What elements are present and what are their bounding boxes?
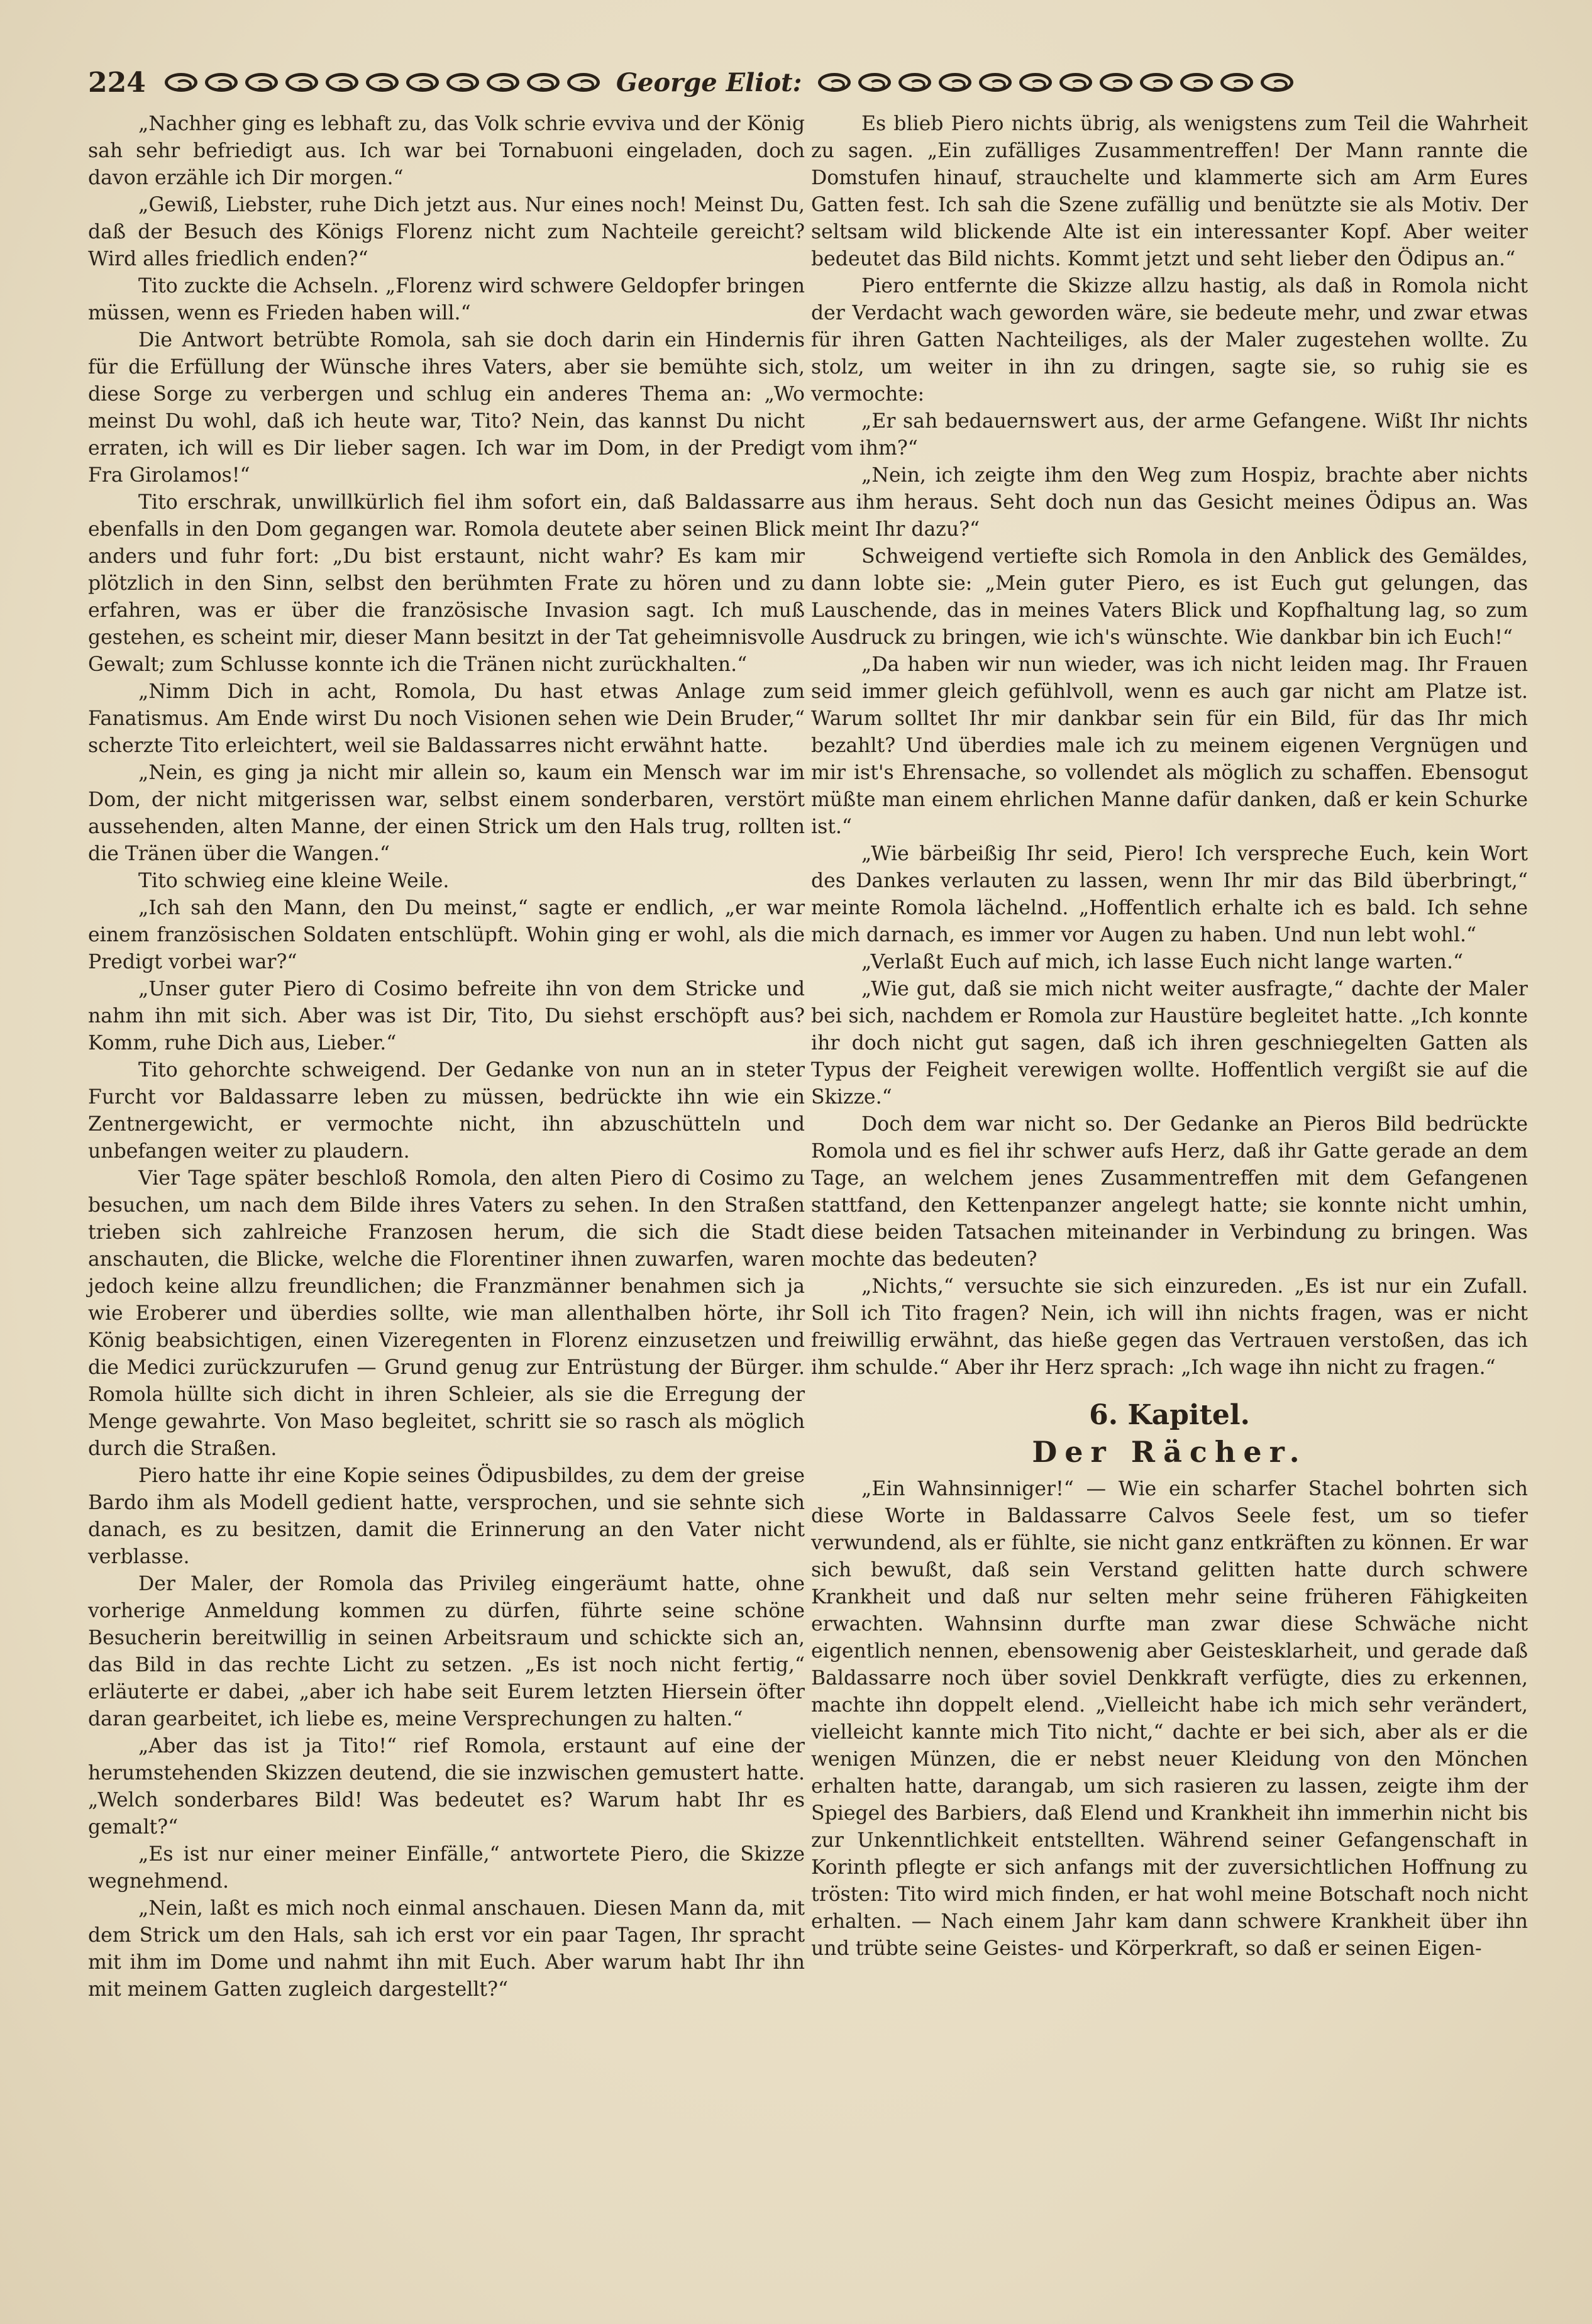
ornament-icon (858, 73, 891, 92)
paragraph: „Nein, laßt es mich noch einmal anschauen. Diesen Mann da, mit dem Strick um den Hals, sah ich erst vor ein paar Tagen, Ihr spracht mit ihm im Dome und nahmt ihn mit Euch. Aber warum habt Ihr ihn mit meinem Gatten zugleich dargestellt?“ (88, 1897, 805, 2001)
paragraph: Tito gehorchte schweigend. Der Gedanke von nun an in steter Furcht vor Baldassarre leben zu müssen, bedrückte ihn wie ein Zentnergewicht, er vermochte nicht, ihn abzuschütteln und unbefangen weiter zu plaudern. (88, 1059, 805, 1163)
page-header (88, 60, 1528, 104)
ornament-icon (326, 73, 358, 92)
paragraph: „Es ist nur einer meiner Einfälle,“ antwortete Piero, die Skizze wegnehmend. (88, 1843, 805, 1893)
header-ornament-right (818, 73, 1293, 92)
ornament-icon (1140, 73, 1173, 92)
ornament-icon (1220, 73, 1253, 92)
paragraph: „Nachher ging es lebhaft zu, das Volk schrie evviva und der König sah sehr befriedigt aus. Ich war bei Tornabuoni eingeladen, doch davon erzähle ich Dir morgen.“ (88, 113, 805, 189)
paragraph: „Wie gut, daß sie mich nicht weiter ausfragte,“ dachte der Maler bei sich, nachdem er Romola zur Haustüre begleitet hatte. „Ich konnte ihr doch nicht gut sagen, daß ich ihren geschniegelten Gatten als Typus der Feigheit verewigen wollte. Hoffentlich vergißt sie auf die Skizze.“ (811, 978, 1528, 1109)
header-ornament-left (165, 73, 600, 92)
running-title: George Eliot: (616, 67, 802, 97)
paragraph: Piero entfernte die Skizze allzu hastig, als daß in Romola nicht der Verdacht wach geworden wäre, sie bedeute mehr, und zwar etwas für ihren Gatten Nachteiliges, als der Maler zugestehen wollte. Zu stolz, um weiter in ihn zu dringen, sagte sie, so ruhig sie es vermochte: (811, 275, 1528, 406)
paragraph: „Nimm Dich in acht, Romola, Du hast etwas Anlage zum Fanatismus. Am Ende wirst Du noch Visionen sehen wie Dein Bruder,“ scherzte Tito erleichtert, weil sie Baldassarres nicht erwähnt hatte. (88, 680, 805, 757)
paragraph: „Ein Wahnsinniger!“ — Wie ein scharfer Stachel bohrten sich diese Worte in Baldassarre Calvos Seele fest, um so tiefer verwundend, als er fühlte, sie nicht ganz entkräften zu können. Er war sich bewußt, daß sein Verstand gelitten hatte durch schwere Krankheit und daß nur selten mehr seine früheren Fähigkeiten erwachten. Wahnsinn durfte man zwar diese Schwäche nicht eigentlich nennen, ebensowenig aber Geistesklarheit, und gerade daß Baldassarre noch über soviel Denkkraft verfügte, dies zu erkennen, machte ihn doppelt elend. „Vielleicht habe ich mich sehr verändert, vielleicht kannte mich Tito nicht,“ dachte er bei sich, aber als er die wenigen Münzen, die er nebst neuer Kleidung von den Mönchen erhalten hatte, darangab, um sich rasieren zu lassen, zeigte ihm der Spiegel des Barbiers, daß Elend und Krankheit ihn immerhin nicht bis zur Unkenntlichkeit entstellten. Während seiner Gefangenschaft in Korinth pflegte er sich anfangs mit der zuversichtlichen Hoffnung zu trösten: Tito wird mich finden, er hat wohl meine Botschaft noch nicht erhalten. — Nach einem Jahr kam dann schwere Krankheit über ihn und trübte seine Geistes- und Körperkraft, so daß er seinen Eigen- (811, 1478, 1528, 1960)
paragraph: „Unser guter Piero di Cosimo befreite ihn von dem Stricke und nahm ihn mit sich. Aber was ist Dir, Tito, Du siehst erschöpft aus? Komm, ruhe Dich aus, Lieber.“ (88, 978, 805, 1054)
ornament-icon (205, 73, 238, 92)
ornament-icon (1059, 73, 1092, 92)
paragraph: „Verlaßt Euch auf mich, ich lasse Euch nicht lange warten.“ (861, 951, 1464, 973)
ornament-icon (939, 73, 971, 92)
ornament-icon (446, 73, 479, 92)
chapter-number: 6. Kapitel. (1089, 1399, 1250, 1431)
paragraph: Schweigend vertiefte sich Romola in den Anblick des Gemäldes, dann lobte sie: „Mein guter Piero, es ist Euch gut gelungen, das Lauschende, das in meines Vaters Blick und Kopfhaltung lag, so zum Ausdruck zu bringen, wie ich's wünschte. Wie dankbar bin ich Euch!“ (811, 545, 1528, 649)
paragraph: Es blieb Piero nichts übrig, als wenigstens zum Teil die Wahrheit zu sagen. „Ein zufälliges Zusammentreffen! Der Mann rannte die Domstufen hinauf, strauchelte und klammerte sich am Arm Eures Gatten fest. Ich sah die Szene zufällig und benützte sie als Motiv. Der seltsam wild blickende Alte ist ein interessanter Kopf. Aber weiter bedeutet das Bild nichts. Kommt jetzt und seht lieber den Ödipus an.“ (811, 113, 1528, 270)
paragraph: „Er sah bedauernswert aus, der arme Gefangene. Wißt Ihr nichts vom ihm?“ (811, 410, 1528, 460)
chapter-title: Der Rächer. (1032, 1435, 1307, 1469)
ornament-icon (1100, 73, 1132, 92)
paragraph: Tito erschrak, unwillkürlich fiel ihm sofort ein, daß Baldassarre ebenfalls in den Dom gegangen war. Romola deutete aber seinen Blick anders und fuhr fort: „Du bist erstaunt, nicht wahr? Es kam mir plötzlich in den Sinn, selbst den berühmten Frate zu hören und zu erfahren, was er über die französische Invasion sagt. Ich muß gestehen, es scheint mir, dieser Mann besitzt in der Tat geheimnisvolle Gewalt; zum Schlusse konnte ich die Tränen nicht zurückhalten.“ (88, 491, 805, 676)
paragraph: „Ich sah den Mann, den Du meinst,“ sagte er endlich, „er war einem französischen Soldaten entschlüpft. Wohin ging er wohl, als die Predigt vorbei war?“ (88, 897, 805, 973)
ornament-icon (366, 73, 399, 92)
ornament-icon (406, 73, 439, 92)
ornament-icon (1180, 73, 1213, 92)
paragraph: „Wie bärbeißig Ihr seid, Piero! Ich verspreche Euch, kein Wort des Dankes verlauten zu lassen, wenn Ihr mir das Bild überbringt,“ meinte Romola lächelnd. „Hoffentlich erhalte ich es bald. Ich sehne mich darnach, es immer vor Augen zu haben. Und nun lebt wohl.“ (811, 843, 1528, 946)
ornament-icon (1019, 73, 1052, 92)
ornament-icon (1261, 73, 1293, 92)
paragraph: Tito zuckte die Achseln. „Florenz wird schwere Geldopfer bringen müssen, wenn es Frieden haben will.“ (88, 275, 805, 324)
ornament-icon (245, 73, 278, 92)
paragraph: Der Maler, der Romola das Privileg eingeräumt hatte, ohne vorherige Anmeldung kommen zu dürfen, führte seine schöne Besucherin bereitwillig in seinen Arbeitsraum und schickte sich an, das Bild in das rechte Licht zu setzen. „Es ist noch nicht fertig,“ erläuterte er dabei, „aber ich habe seit Eurem letzten Hiersein öfter daran gearbeitet, ich liebe es, meine Versprechungen zu halten.“ (88, 1573, 805, 1730)
paragraph: „Nichts,“ versuchte sie sich einzureden. „Es ist nur ein Zufall. Soll ich Tito fragen? Nein, ich will ihn nichts fragen, was er nicht freiwillig erwähnt, das hieße gegen das Vertrauen verstoßen, das ich ihm schulde.“ Aber ihr Herz sprach: „Ich wage ihn nicht zu fragen.“ (811, 1275, 1528, 1379)
paragraph: „Nein, es ging ja nicht mir allein so, kaum ein Mensch war im Dom, der nicht mitgerissen war, selbst einem sonderbaren, verstört aussehenden, alten Manne, der einen Strick um den Hals trug, rollten die Tränen über die Wangen.“ (88, 761, 805, 865)
paragraph: Tito schwieg eine kleine Weile. (138, 870, 450, 892)
ornament-icon (285, 73, 318, 92)
left-column (88, 111, 805, 2003)
ornament-icon (818, 73, 851, 92)
paragraph: Vier Tage später beschloß Romola, den alten Piero di Cosimo zu besuchen, um nach dem Bilde ihres Vaters zu sehen. In den Straßen trieben sich zahlreiche Franzosen herum, die sich die Stadt anschauten, die Blicke, welche die Florentiner ihnen zuwarfen, waren jedoch keine allzu freundlichen; die Franzmänner benahmen sich ja wie Eroberer und überdies sollte, wie man allenthalben hörte, ihr König beabsichtigen, einen Vizeregenten in Florenz einzusetzen und die Medici zurückzurufen — Grund genug zur Entrüstung der Bürger. Romola hüllte sich dicht in ihren Schleier, als sie die Erregung der Menge gewahrte. Von Maso begleitet, schritt sie so rasch als möglich durch die Straßen. (88, 1167, 805, 1460)
ornament-icon (898, 73, 931, 92)
ornament-icon (487, 73, 519, 92)
ornament-icon (527, 73, 560, 92)
page-number: 224 (88, 66, 146, 99)
paragraph: Doch dem war nicht so. Der Gedanke an Pieros Bild bedrückte Romola und es fiel ihr schwer aufs Herz, daß ihr Gatte gerade an dem Tage, an welchem jenes Zusammentreffen mit dem Gefangenen stattfand, den Kettenpanzer angelegt hatte; sie konnte nicht umhin, diese beiden Tatsachen miteinander in Verbindung zu bringen. Was mochte das bedeuten? (811, 1113, 1528, 1271)
paragraph: „Nein, ich zeigte ihm den Weg zum Hospiz, brachte aber nichts aus ihm heraus. Seht doch nun das Gesicht meines Ödipus an. Was meint Ihr dazu?“ (811, 464, 1528, 541)
ornament-icon (165, 73, 197, 92)
ornament-icon (567, 73, 600, 92)
right-column (811, 111, 1528, 1962)
paragraph: Die Antwort betrübte Romola, sah sie doch darin ein Hindernis für die Erfüllung der Wünsche ihres Vaters, aber sie bemühte sich, diese Sorge zu verbergen und schlug ein anderes Thema an: „Wo meinst Du wohl, daß ich heute war, Tito? Nein, das kannst Du nicht erraten, ich will es Dir lieber sagen. Ich war im Dom, in der Predigt Fra Girolamos!“ (88, 329, 805, 487)
ornament-icon (979, 73, 1012, 92)
paragraph: „Aber das ist ja Tito!“ rief Romola, erstaunt auf eine der herumstehenden Skizzen deutend, die sie inzwischen gemustert hatte. „Welch sonderbares Bild! Was bedeutet es? Warum habt Ihr es gemalt?“ (88, 1735, 805, 1839)
paragraph: „Da haben wir nun wieder, was ich nicht leiden mag. Ihr Frauen seid immer gleich gefühlvoll, wenn es auch gar nicht am Platze ist. Warum solltet Ihr mir dankbar sein für ein Bild, für das Ihr mich bezahlt? Und überdies male ich zu meinem eigenen Vergnügen und mir ist's Ehrensache, so vollendet als möglich zu schaffen. Ebensogut müßte man einem ehrlichen Manne dafür danken, daß er kein Schurke ist.“ (811, 653, 1528, 838)
paragraph: Piero hatte ihr eine Kopie seines Ödipusbildes, zu dem der greise Bardo ihm als Modell gedient hatte, versprochen, und sie sehnte sich danach, es zu besitzen, damit die Erinnerung an den Vater nicht verblasse. (88, 1464, 805, 1568)
paragraph: „Gewiß, Liebster, ruhe Dich jetzt aus. Nur eines noch! Meinst Du, daß der Besuch des Königs Florenz nicht zum Nachteile gereicht? Wird alles friedlich enden?“ (88, 194, 805, 270)
